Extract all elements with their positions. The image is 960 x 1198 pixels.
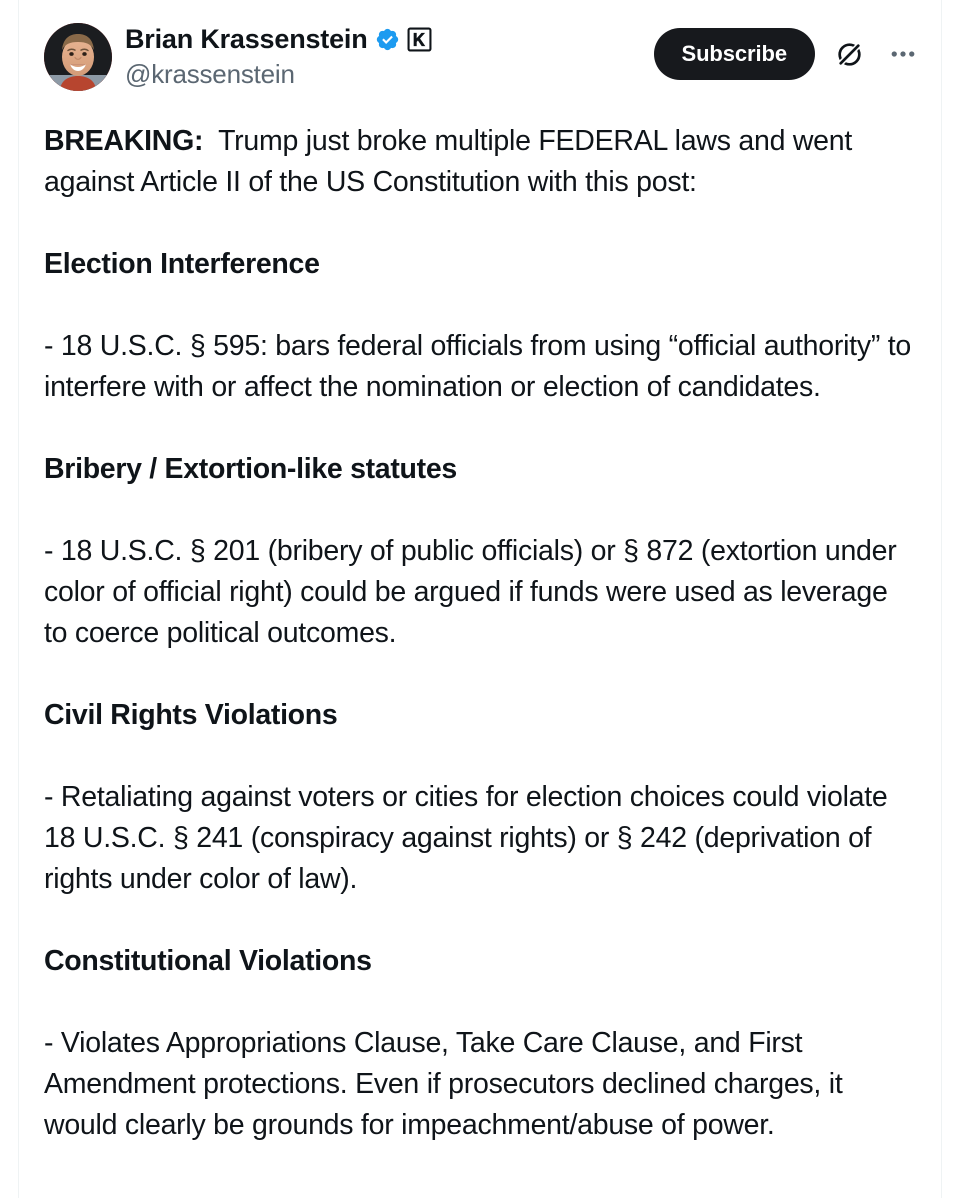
post-text-body: [44, 121, 919, 1146]
verified-badge-icon: [375, 27, 400, 52]
section-body: - 18 U.S.C. § 595: bars federal officials from using “official authority” to interfere with or affect the nomination or election of candidates.: [44, 330, 919, 403]
post-card: [19, 0, 941, 1198]
subscribe-button[interactable]: Subscribe: [654, 28, 815, 80]
header-actions: [654, 28, 923, 80]
grok-icon: [834, 39, 865, 70]
lead-paragraph-text: Trump just broke multiple FEDERAL laws and went against Article II of the US Constitution with this post:: [44, 125, 860, 198]
section-body: - 18 U.S.C. § 201 (bribery of public officials) or § 872 (extortion under color of official right) could be argued if funds were used as leverage to coerce political outcomes.: [44, 535, 905, 649]
author-handle[interactable]: @krassenstein: [125, 59, 295, 89]
author-name-row: [125, 22, 545, 56]
more-options-button[interactable]: [883, 34, 923, 74]
card-right-border: [941, 0, 942, 1198]
post-header: [19, 0, 941, 112]
author-identity[interactable]: [125, 22, 545, 90]
breaking-label: BREAKING:: [44, 125, 204, 157]
more-options-icon: [888, 39, 918, 69]
section-body: - Violates Appropriations Clause, Take Care Clause, and First Amendment protections. Even if prosecutors declined charges, it would clearly be grounds for impeachment/abuse of power.: [44, 1027, 851, 1141]
affiliate-badge-icon[interactable]: [407, 27, 432, 52]
avatar[interactable]: [44, 23, 112, 91]
lead-paragraph: [44, 121, 916, 203]
section-heading: Constitutional Violations: [44, 945, 372, 977]
display-name[interactable]: Brian Krassenstein: [125, 23, 368, 54]
grok-button[interactable]: [829, 34, 869, 74]
section-heading: Election Interference: [44, 248, 320, 280]
section-heading: Bribery / Extortion-like statutes: [44, 453, 457, 485]
section-heading: Civil Rights Violations: [44, 699, 338, 731]
section-body: - Retaliating against voters or cities for election choices could violate 18 U.S.C. § 241 (conspiracy against rights) or § 242 (deprivation of rights under color of law).: [44, 781, 896, 895]
